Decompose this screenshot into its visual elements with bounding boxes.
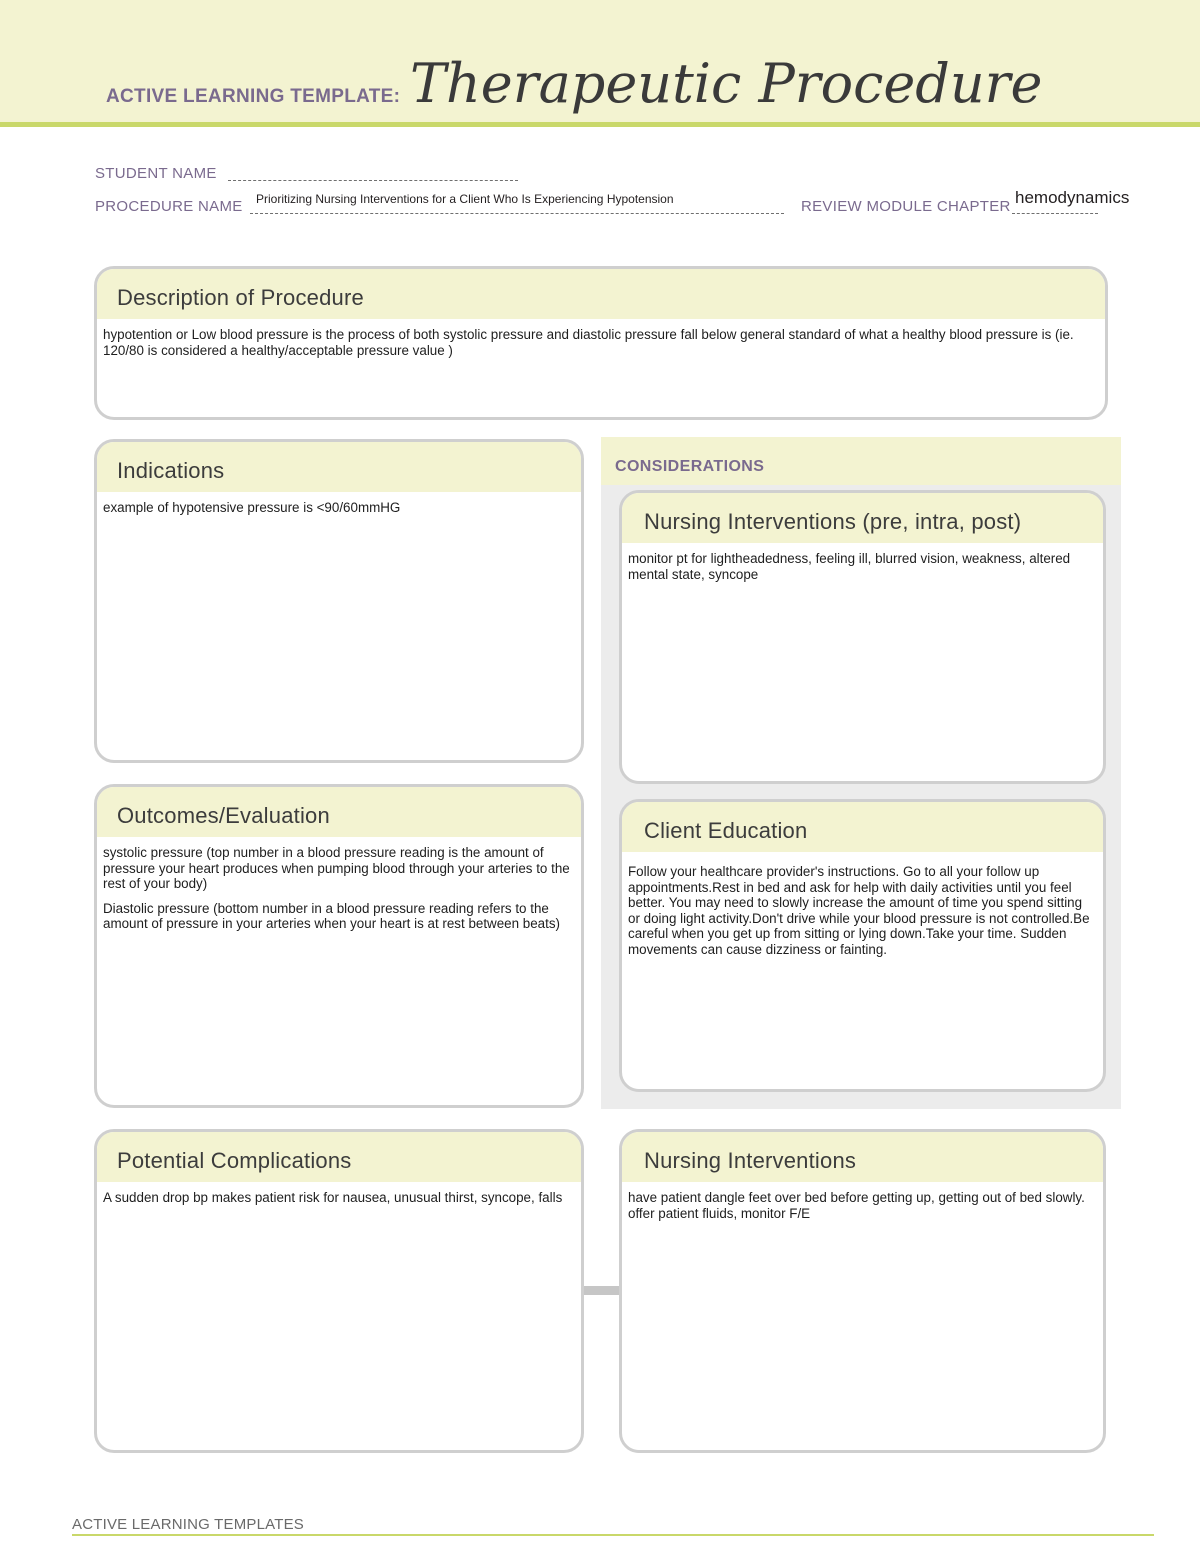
outcomes-box[interactable] bbox=[94, 784, 584, 1108]
nursing-interventions-pip-box[interactable] bbox=[619, 490, 1106, 784]
nursing-interventions-text: have patient dangle feet over bed before getting up, getting out of bed slowly. offer patient fluids, monitor F/E bbox=[628, 1190, 1085, 1221]
outcomes-paragraph: systolic pressure (top number in a blood pressure reading is the amount of pressure your heart produces when pumping blood through your arteries to the rest of your body) bbox=[103, 845, 570, 892]
complications-heading: Potential Complications bbox=[97, 1132, 581, 1182]
client-education-text: Follow your healthcare provider's instructions. Go to all your follow up appointments.Rest in bed and ask for help with daily activities until you feel better. You may need to slowly increase the amount of time you spend sitting or doing light activity.Don't drive while your blood pressure is not controlled.Be careful when you get up from sitting or lying down.Take your time. Sudden movements can cause dizziness or fainting. bbox=[628, 864, 1090, 957]
indications-text: example of hypotensive pressure is <90/60mmHG bbox=[103, 500, 401, 515]
indications-box[interactable] bbox=[94, 439, 584, 763]
considerations-label: CONSIDERATIONS bbox=[615, 458, 765, 475]
footer-divider bbox=[72, 1534, 1154, 1536]
review-module-value: hemodynamics bbox=[1015, 188, 1130, 207]
client-education-box[interactable] bbox=[619, 799, 1106, 1092]
footer-label: ACTIVE LEARNING TEMPLATES bbox=[72, 1516, 304, 1533]
complications-text: A sudden drop bp makes patient risk for nausea, unusual thirst, syncope, falls bbox=[103, 1190, 563, 1205]
description-heading: Description of Procedure bbox=[97, 269, 1105, 319]
connector-bar bbox=[583, 1286, 621, 1295]
template-label: ACTIVE LEARNING TEMPLATE: bbox=[106, 86, 401, 107]
procedure-name-value: Prioritizing Nursing Interventions for a Client Who Is Experiencing Hypotension bbox=[256, 192, 674, 206]
header-divider bbox=[0, 122, 1200, 127]
outcomes-paragraph: Diastolic pressure (bottom number in a blood pressure reading refers to the amount of pressure in your arteries when your heart is at rest between beats) bbox=[103, 900, 561, 932]
student-name-field[interactable] bbox=[228, 180, 518, 181]
nursing-interventions-pip-heading: Nursing Interventions (pre, intra, post) bbox=[622, 493, 1103, 543]
nursing-interventions-box[interactable] bbox=[619, 1129, 1106, 1453]
client-education-heading: Client Education bbox=[622, 802, 1103, 852]
complications-box[interactable] bbox=[94, 1129, 584, 1453]
nursing-interventions-pip-text: monitor pt for lightheadedness, feeling ill, blurred vision, weakness, altered mental state, syncope bbox=[628, 551, 1071, 582]
student-name-label: STUDENT NAME bbox=[95, 165, 217, 182]
review-module-label: REVIEW MODULE CHAPTER bbox=[801, 198, 1011, 215]
description-box[interactable] bbox=[94, 266, 1108, 420]
procedure-name-field[interactable] bbox=[250, 213, 784, 214]
outcomes-heading: Outcomes/Evaluation bbox=[97, 787, 581, 837]
review-module-field[interactable] bbox=[1012, 213, 1098, 214]
description-text: hypotention or Low blood pressure is the process of both systolic pressure and diastolic pressure fall below general standard of what a healthy blood pressure is (ie. 120/80 is considered a healthy/acceptable pressure value ) bbox=[103, 327, 1074, 358]
nursing-interventions-heading: Nursing Interventions bbox=[622, 1132, 1103, 1182]
indications-heading: Indications bbox=[97, 442, 581, 492]
page-title: Therapeutic Procedure bbox=[410, 52, 1043, 115]
outcomes-body bbox=[97, 837, 581, 932]
procedure-name-label: PROCEDURE NAME bbox=[95, 198, 243, 215]
